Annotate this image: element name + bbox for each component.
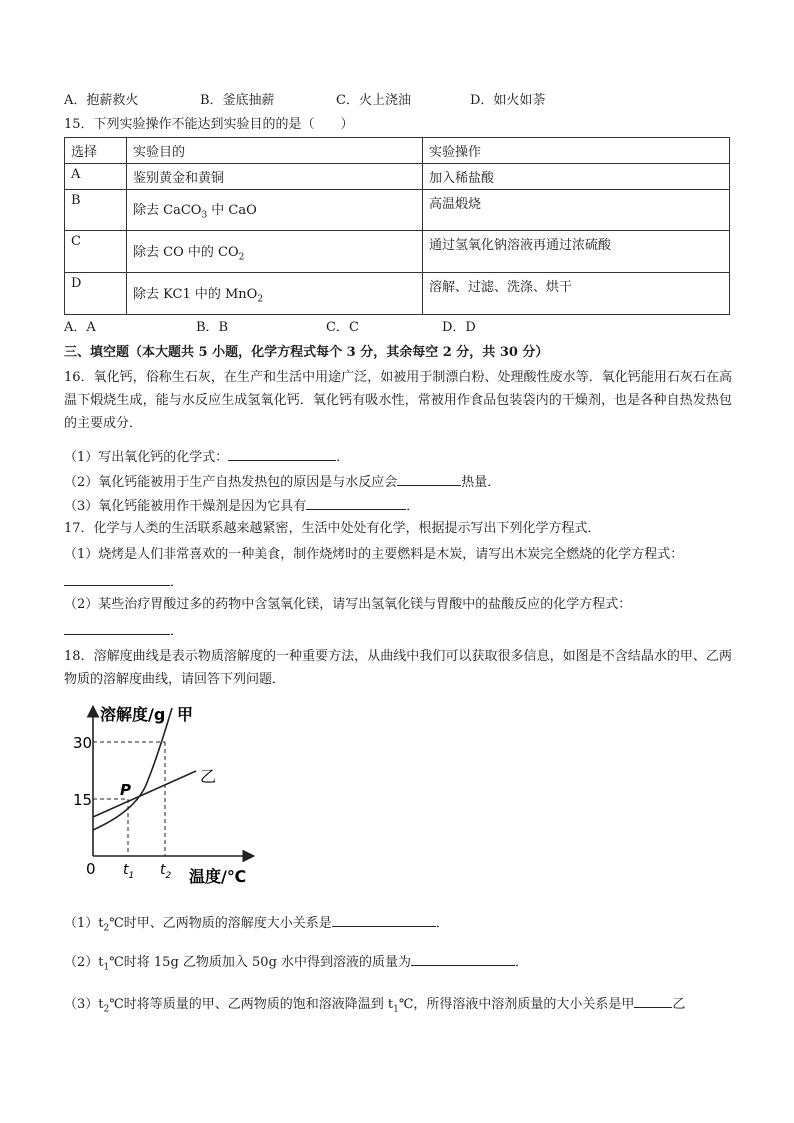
header-purpose: 实验目的 — [127, 138, 423, 164]
header-choice: 选择 — [65, 138, 127, 164]
row-purpose: 除去 CO 中的 $CO_2$ — [127, 231, 423, 273]
point-p-label: P — [120, 781, 131, 799]
row-operation: 溶解、过滤、洗涤、烘干 — [423, 273, 730, 315]
q17-part1-answer: ． — [64, 571, 183, 592]
section-title: 三、填空题（本大题共 5 小题，化学方程式每个 3 分，其余每空 2 分，共 30 分） — [64, 345, 549, 360]
option-c: C．火上浇油 — [336, 93, 411, 108]
answer-blank[interactable] — [306, 495, 406, 510]
y-axis-label: 溶解度/g — [100, 705, 166, 724]
row-purpose: 除去 CaCO$_3$ 中 CaO — [127, 190, 423, 231]
q17-part2-answer: ． — [64, 620, 183, 641]
q15-options — [64, 319, 476, 337]
q17-part2: （2）某些治疗胃酸过多的药物中含氢氧化镁，请写出氢氧化镁与胃酸中的盐酸反应的化学方程式： — [64, 597, 632, 612]
q18-part3: $(3)t_2℃$时将等质量的甲、乙两物质的饱和溶液降温到 $t_1℃$，所得溶液中溶剂质量的大小关系是甲 乙 — [64, 993, 685, 1019]
option-b: B．釜底抽薪 — [200, 93, 275, 108]
q16-part2: （2）氧化钙能被用于生产自热发热包的原因是与水反应会 热量． — [64, 471, 500, 492]
answer-blank[interactable] — [64, 571, 170, 586]
q18-stem: 18．溶解度曲线是表示物质溶解度的一种重要方法，从曲线中我们可以获取很多信息，如图是不含结晶水的甲、乙两物质的溶解度曲线，请回答下列问题． — [64, 649, 732, 687]
series-jia-label: 甲 — [177, 705, 194, 724]
tick-15: 15 — [73, 791, 93, 809]
q15-table — [64, 137, 730, 315]
answer-blank[interactable] — [397, 471, 461, 486]
answer-blank[interactable] — [228, 446, 336, 461]
answer-blank[interactable] — [411, 951, 515, 966]
row-choice: A — [65, 164, 127, 190]
q16-part1: （1）写出氧化钙的化学式： ． — [64, 446, 349, 467]
row-purpose: 除去 KC1 中的 MnO$_2$ — [127, 273, 423, 315]
q14-options — [64, 92, 545, 110]
table-row — [65, 190, 730, 231]
answer-blank[interactable] — [332, 912, 436, 927]
answer-blank[interactable] — [634, 993, 672, 1008]
row-purpose: 鉴别黄金和黄铜 — [127, 164, 423, 190]
row-choice: D — [65, 273, 127, 315]
q17-part1: （1）烧烤是人们非常喜欢的一种美食，制作烧烤时的主要燃料是木炭，请写出木炭完全燃烧的化学方程式： — [64, 547, 684, 562]
answer-blank[interactable] — [64, 620, 170, 635]
table-header-row — [65, 138, 730, 164]
row-operation: 通过氢氧化钠溶液再通过浓硫酸 — [423, 231, 730, 273]
table-row — [65, 231, 730, 273]
row-operation: 高温煅烧 — [423, 190, 730, 231]
row-choice: C — [65, 231, 127, 273]
tick-t1: $t_1$ — [123, 862, 135, 881]
row-operation: 加入稀盐酸 — [423, 164, 730, 190]
q18-part2: $(2)t_1℃$时将 15g 乙物质加入 50g 水中得到溶液的质量为 ． — [64, 951, 528, 977]
x-axis-label: 温度/℃ — [189, 867, 247, 886]
option-a: A．抱薪救火 — [64, 93, 139, 108]
solubility-graph — [73, 700, 266, 890]
q15-stem: 15．下列实验操作不能达到实验目的的是（ ） — [64, 117, 354, 132]
table-row — [65, 164, 730, 190]
q18-part1: $(1)t_2℃$时甲、乙两物质的溶解度大小关系是 ． — [64, 912, 449, 938]
row-choice: B — [65, 190, 127, 231]
origin-label: 0 — [86, 860, 96, 878]
q16-part3: （3）氧化钙能被用作干燥剂是因为它具有 ． — [64, 495, 419, 516]
curve-yi — [93, 771, 196, 817]
tick-t2: $t_2$ — [160, 862, 172, 881]
series-yi-label: 乙 — [200, 767, 217, 786]
option-c: C．C — [326, 320, 359, 335]
tick-30: 30 — [73, 734, 93, 752]
option-b: B．B — [196, 320, 229, 335]
header-operation: 实验操作 — [423, 138, 730, 164]
option-d: D．如火如荼 — [470, 93, 546, 108]
q16-stem: 16．氧化钙，俗称生石灰，在生产和生活中用途广泛，如被用于制漂白粉、处理酸性废水等．氧化钙能用石灰石在高温下煅烧生成，能与水反应生成氢氧化钙．氧化钙有吸水性，常被用作食品包装袋内的干燥剂，也是各种自热发热包的主要成分． — [64, 370, 732, 431]
option-d: D．D — [442, 320, 476, 335]
option-a: A．A — [64, 320, 96, 335]
q17-stem: 17．化学与人类的生活联系越来越紧密，生活中处处有化学，根据提示写出下列化学方程式． — [64, 521, 601, 536]
table-row — [65, 273, 730, 315]
